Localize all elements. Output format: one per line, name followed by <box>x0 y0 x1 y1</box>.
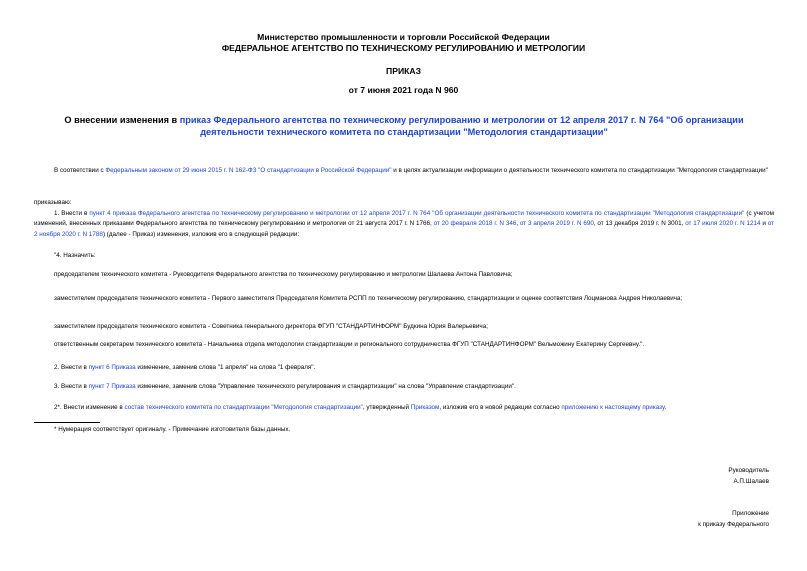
paragraph-deputy-1: заместителем председателя технического комитета - Первого заместителя Председателя Комитета РСПП по техническому регулированию, стандартизации и оценке соответствия Лоцманова Андрея Николаевича; <box>54 295 683 302</box>
signature-position: Руководитель <box>728 467 769 474</box>
document-date-number: от 7 июня 2021 года N 960 <box>348 85 459 95</box>
paragraph-item-2 <box>54 363 774 373</box>
amendment-july-2020-link[interactable]: от 17 июля 2020 г. N 1214 <box>685 220 761 228</box>
text-segment: (с учетом изменений, внесенных приказами Федерального агентства по техническому регулированию и метрологии от 21 августа 2017 г. N 1766, <box>34 210 774 228</box>
point-6-link[interactable]: пункт 6 Приказа <box>88 364 136 371</box>
appendix-reference: к приказу Федерального <box>698 521 769 528</box>
footnote-divider <box>34 422 100 423</box>
title-prefix: О внесении изменения в <box>64 115 180 125</box>
text-segment: В соответствии с <box>54 167 106 174</box>
paragraph-secretary: ответственным секретарем технического комитета - Начальника отдела методологии стандартизации и регионального сотрудничества ФГУП "СТАНДАРТИНФОРМ" Вельможину Екатерину Сергеевну.". <box>54 341 645 348</box>
text-segment: , от 13 декабря 2019 г. N 3001, <box>593 220 686 228</box>
federal-law-link[interactable]: Федеральным законом от 29 июня 2015 г. N 162-ФЗ "О стандартизации в Российской Федерации" <box>105 167 392 174</box>
footnote: * Нумерация соответствует оригиналу. - Примечание изготовителя базы данных. <box>54 426 291 433</box>
text-segment: и <box>760 220 768 228</box>
amendment-2018-link[interactable]: от 20 февраля 2018 г. N 346 <box>433 220 517 228</box>
paragraph-deputy-2: заместителем председателя технического комитета - Советника генерального директора ФГУП "СТАНДАРТИНФОРМ" Будкина Юрия Валерьевича; <box>54 323 488 330</box>
text-segment: ) (далее - Приказ) изменения, изложив его в следующей редакции: <box>102 230 300 238</box>
text-segment: 3. Внести в <box>54 383 89 390</box>
order-764-point-4-link[interactable]: пункт 4 приказа Федерального агентства по техническому регулированию и метрологии от 12 апреля 2017 г. N 764 "Об организации деятельности технического комитета по стандартизации "Методология стандартизации" <box>89 210 745 217</box>
committee-composition-link[interactable]: состав технического комитета по стандартизации "Методология стандартизации" <box>124 404 363 411</box>
text-segment: изменение, заменив слова "Управление технического регулирования и стандартизации" на слова "Управление стандартизации". <box>135 383 516 390</box>
ministry-name: Министерство промышленности и торговли Российской Федерации <box>257 32 550 42</box>
document-type: ПРИКАЗ <box>386 66 421 76</box>
appendix-link[interactable]: приложению к настоящему приказу <box>561 404 665 411</box>
paragraph-order: приказываю: <box>34 199 72 206</box>
text-segment: , утвержденный <box>362 404 411 411</box>
text-segment: и в целях актуализации информации о деятельности технического комитета по стандартизации "Методология стандартизации" <box>391 167 768 174</box>
text-segment: , <box>516 220 520 228</box>
paragraph-chairman: председателем технического комитета - Руководителя Федерального агентства по техническому регулированию и метрологии Шалаева Антона Павловича; <box>54 271 513 278</box>
agency-name: ФЕДЕРАЛЬНОЕ АГЕНТСТВО ПО ТЕХНИЧЕСКОМУ РЕГУЛИРОВАНИЮ И МЕТРОЛОГИИ <box>221 43 586 53</box>
paragraph-item-2-star <box>54 403 774 413</box>
text-segment: 2*. Внести изменение в <box>54 404 125 411</box>
text-segment: 2. Внести в <box>54 364 89 371</box>
order-link[interactable]: Приказом <box>410 404 440 411</box>
title-link[interactable]: приказ Федерального агентства по техническому регулированию и метрологии от 12 апреля 2017 г. N 764 "Об организации деятельности технического комитета по стандартизации "Методология стандартизации" <box>179 115 744 137</box>
signature-name: А.П.Шалаев <box>733 478 769 485</box>
text-segment: , изложив его в новой редакции согласно <box>439 404 562 411</box>
paragraph-item-3 <box>54 382 774 392</box>
text-segment: 1. Внести в <box>54 210 90 217</box>
amendment-nov-2020-link[interactable]: от 2 ноября 2020 г. N 1788 <box>34 220 774 238</box>
text-segment: изменение, заменив слова "1 апреля" на слова "1 февраля". <box>135 364 316 371</box>
paragraph-basis <box>34 166 774 176</box>
text-segment: . <box>664 404 667 411</box>
point-7-link[interactable]: пункт 7 Приказа <box>88 383 136 390</box>
amendment-2019-link[interactable]: от 3 апреля 2019 г. N 690 <box>519 220 594 228</box>
appendix-label: Приложение <box>732 510 769 517</box>
paragraph-item-1 <box>34 209 774 240</box>
document-title <box>34 114 774 138</box>
paragraph-appoint: "4. Назначить: <box>54 252 96 259</box>
